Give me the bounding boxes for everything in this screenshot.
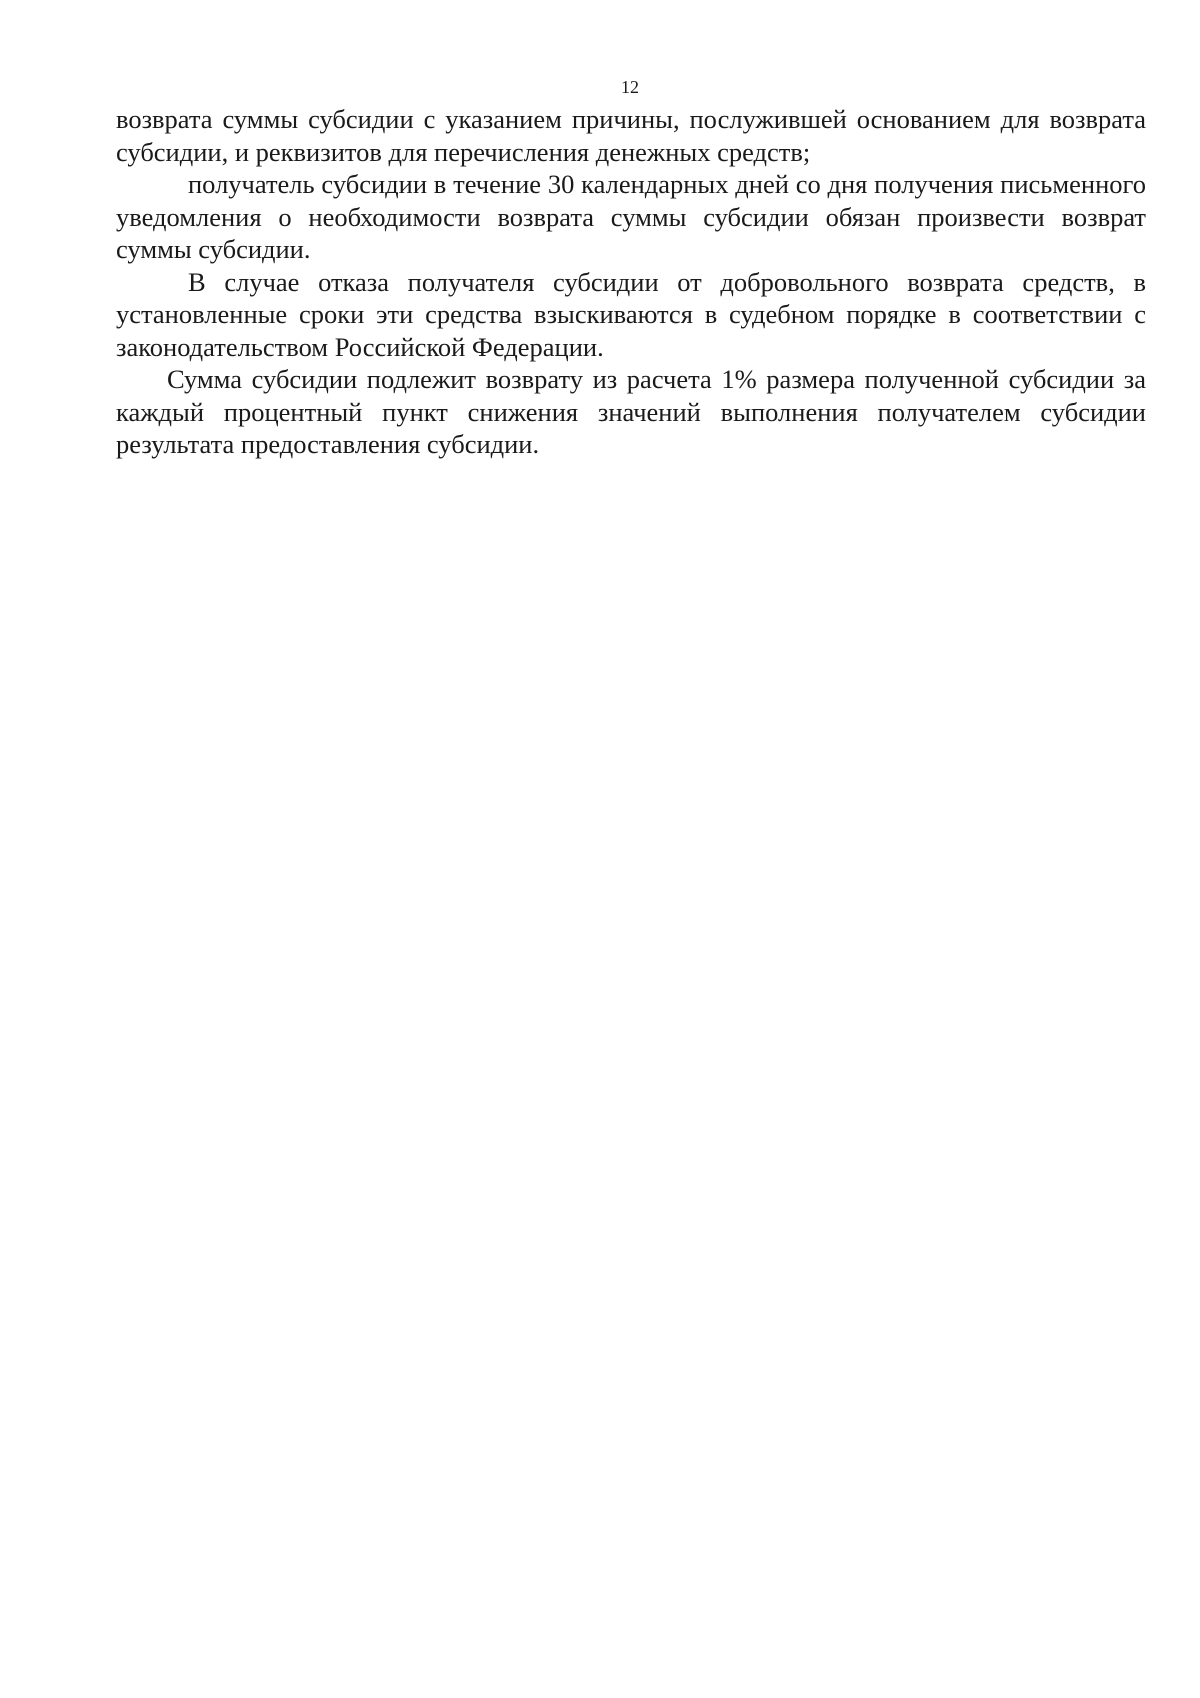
paragraph-refusal: В случае отказа получателя субсидии от добровольного возврата средств, в установленные сроки эти средства взыскиваются в судебном порядке в соответствии с законодательством Российской Федерации. — [116, 266, 1146, 362]
page-number: 12 — [621, 77, 639, 97]
document-body — [116, 103, 1146, 461]
paragraph-return-amount: Сумма субсидии подлежит возврату из расчета 1% размера полученной субсидии за каждый процентный пункт снижения значений выполнения получателем субсидии результата предоставления субсидии. — [116, 364, 1146, 459]
paragraph-continuation: возврата суммы субсидии с указанием причины, послужившей основанием для возврата субсидии, и реквизитов для перечисления денежных средств; — [116, 104, 1146, 167]
paragraph-recipient-obligation: получатель субсидии в течение 30 календарных дней со дня получения письменного уведомления о необходимости возврата суммы субсидии обязан произвести возврат суммы субсидии. — [116, 169, 1146, 264]
